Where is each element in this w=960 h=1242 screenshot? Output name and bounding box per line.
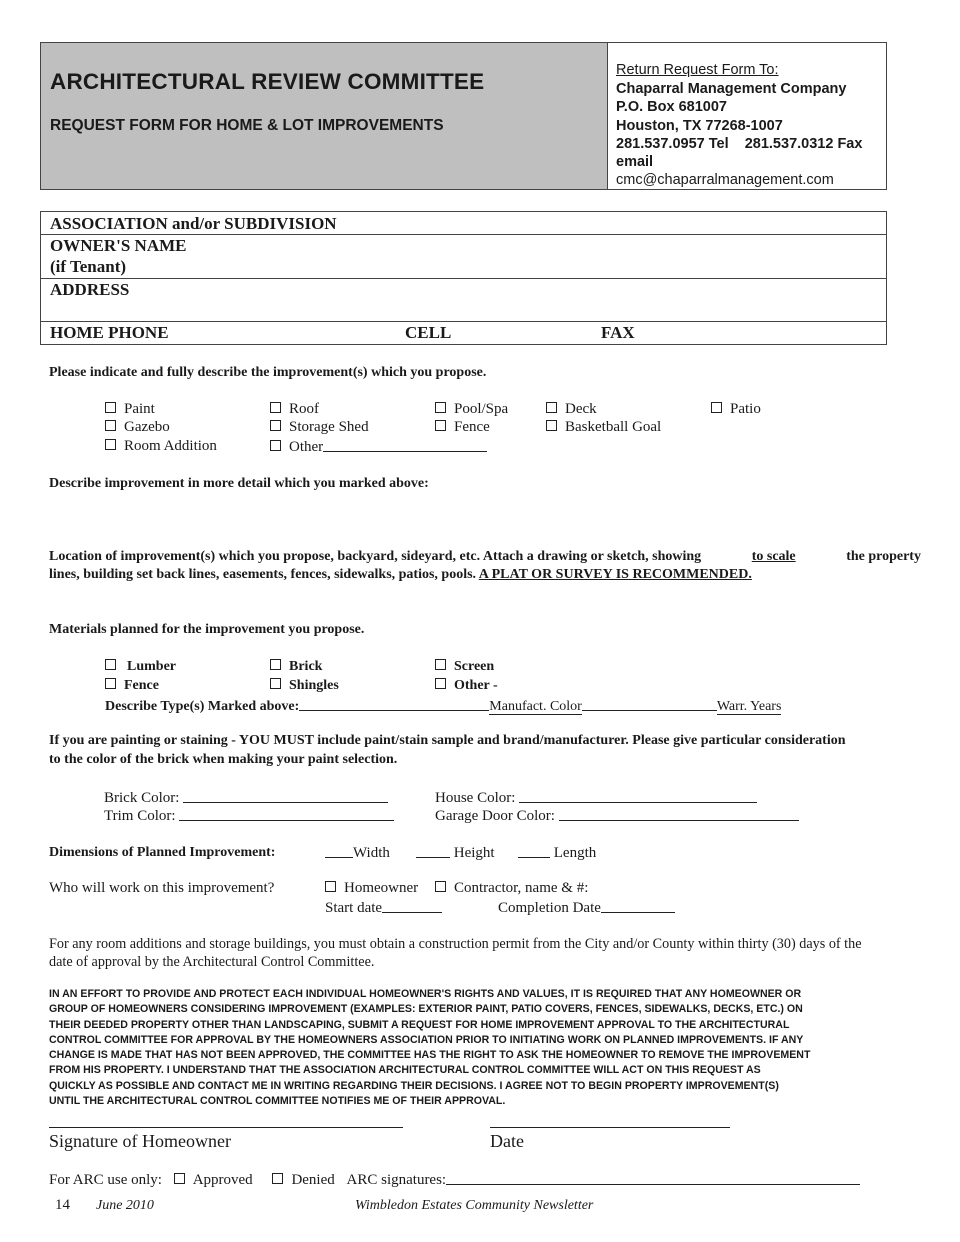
newsletter-name: Wimbledon Estates Community Newsletter: [355, 1198, 594, 1213]
material-brick[interactable]: Brick: [270, 659, 322, 675]
option-homeowner[interactable]: Homeowner: [325, 880, 418, 897]
painting-line-1: If you are painting or staining - YOU MUST include paint/stain sample and brand/manufacturer. Please give particular consideration: [49, 733, 846, 748]
material-fence[interactable]: Fence: [105, 678, 159, 694]
po-box: P.O. Box 681007: [616, 99, 727, 115]
trim-color-line[interactable]: [179, 807, 394, 821]
checkbox[interactable]: [174, 1173, 185, 1184]
checkbox[interactable]: [435, 402, 446, 413]
arc-signatures-label: ARC signatures:: [346, 1172, 447, 1188]
option-deck[interactable]: Deck: [546, 401, 597, 418]
material-lumber[interactable]: Lumber: [105, 659, 176, 675]
email-address[interactable]: cmc@chaparralmanagement.com: [616, 172, 834, 188]
material-shingles[interactable]: Shingles: [270, 678, 339, 694]
option-room-addition[interactable]: Room Addition: [105, 438, 217, 455]
painting-line-2: to the color of the brick when making your paint selection.: [49, 752, 398, 767]
signature-line[interactable]: [49, 1127, 403, 1128]
page-number: 14: [55, 1197, 70, 1213]
trim-color-field[interactable]: Trim Color:: [104, 807, 394, 825]
checkbox[interactable]: [270, 420, 281, 431]
option-fence[interactable]: Fence: [435, 419, 490, 436]
company-name: Chaparral Management Company: [616, 81, 847, 97]
option-roof[interactable]: Roof: [270, 401, 319, 418]
material-other[interactable]: Other -: [435, 678, 498, 694]
option-paint[interactable]: Paint: [105, 401, 155, 418]
color-input-line[interactable]: [582, 697, 717, 711]
checkbox[interactable]: [105, 659, 116, 670]
brick-color-field[interactable]: Brick Color:: [104, 789, 388, 807]
signature-label: Signature of Homeowner: [49, 1131, 231, 1151]
date-label: Date: [490, 1131, 524, 1151]
return-label: Return Request Form To:: [616, 62, 779, 78]
checkbox[interactable]: [435, 678, 446, 689]
describe-types-row: Describe Type(s) Marked above: Manufact. Color Warr. Years: [105, 699, 782, 714]
describe-improvement-label: Describe improvement in more detail which you marked above:: [49, 476, 429, 491]
address-label[interactable]: ADDRESS: [50, 280, 130, 299]
start-date-line[interactable]: [382, 899, 442, 913]
permit-line-2: date of approval by the Architectural Control Committee.: [49, 954, 375, 970]
manufact-color-field[interactable]: Manufact. Color: [489, 699, 582, 714]
house-color-field[interactable]: House Color:: [435, 789, 757, 807]
form-subtitle: REQUEST FORM FOR HOME & LOT IMPROVEMENTS: [50, 117, 444, 134]
material-screen[interactable]: Screen: [435, 659, 494, 675]
type-input-line[interactable]: [299, 697, 489, 711]
phone-fax: 281.537.0957 Tel 281.537.0312 Fax: [616, 136, 863, 152]
location-line-2: lines, building set back lines, easements, fences, sidewalks, patios, pools. A PLAT OR SURVEY IS RECOMMENDED.: [49, 567, 752, 582]
option-other[interactable]: Other: [270, 438, 487, 456]
width-field[interactable]: Width: [325, 844, 390, 862]
notice-line: FROM HIS PROPERTY. I UNDERSTAND THAT THE ASSOCIATION ARCHITECTURAL CONTROL COMMITTEE WILL ACT ON THIS REQUEST AS: [49, 1064, 761, 1077]
materials-prompt: Materials planned for the improvement you propose.: [49, 622, 365, 637]
checkbox[interactable]: [435, 420, 446, 431]
checkbox[interactable]: [270, 659, 281, 670]
checkbox[interactable]: [105, 420, 116, 431]
checkbox[interactable]: [546, 420, 557, 431]
checkbox[interactable]: [105, 678, 116, 689]
garage-color-line[interactable]: [559, 807, 799, 821]
height-field[interactable]: Height: [416, 844, 495, 862]
other-input-line[interactable]: [323, 438, 487, 452]
improvements-prompt: Please indicate and fully describe the improvement(s) which you propose.: [49, 365, 487, 380]
checkbox[interactable]: [325, 881, 336, 892]
option-patio[interactable]: Patio: [711, 401, 761, 418]
notice-line: QUICKLY AS POSSIBLE AND CONTACT ME IN WRITING REGARDING THEIR DECISIONS. I AGREE NOT TO BEGIN PROPERTY IMPROVEMENT(S): [49, 1079, 779, 1092]
checkbox[interactable]: [105, 402, 116, 413]
option-pool-spa[interactable]: Pool/Spa: [435, 401, 508, 418]
form-title: ARCHITECTURAL REVIEW COMMITTEE: [50, 69, 485, 94]
checkbox[interactable]: [435, 881, 446, 892]
tenant-label: (if Tenant): [50, 257, 127, 276]
height-line[interactable]: [416, 844, 450, 858]
house-color-line[interactable]: [519, 789, 757, 803]
length-line[interactable]: [518, 844, 550, 858]
checkbox[interactable]: [270, 402, 281, 413]
warranty-years-field[interactable]: Warr. Years: [716, 699, 782, 714]
owner-name-label[interactable]: OWNER'S NAME: [50, 236, 187, 255]
option-basketball-goal[interactable]: Basketball Goal: [546, 419, 661, 436]
option-contractor[interactable]: Contractor, name & #:: [435, 880, 588, 897]
checkbox[interactable]: [546, 402, 557, 413]
arc-approved-option[interactable]: Approved: [174, 1172, 253, 1188]
location-line-1: Location of improvement(s) which you propose, backyard, sideyard, etc. Attach a drawing or sketch, showing to scale the property: [49, 549, 921, 564]
arc-denied-option[interactable]: Denied: [272, 1172, 334, 1188]
brick-color-line[interactable]: [183, 789, 388, 803]
legal-notice: [49, 987, 921, 1109]
checkbox[interactable]: [105, 439, 116, 450]
arc-use-row: [49, 1171, 860, 1189]
home-phone-label[interactable]: HOME PHONE: [50, 323, 169, 342]
fax-label[interactable]: FAX: [601, 323, 635, 342]
notice-line: IN AN EFFORT TO PROVIDE AND PROTECT EACH INDIVIDUAL HOMEOWNER'S RIGHTS AND VALUES, IT IS REQUIRED THAT ANY HOMEOWNER OR: [49, 988, 802, 1000]
notice-line: CONTROL COMMITTEE FOR APPROVAL BY THE HOMEOWNERS ASSOCIATION PRIOR TO INITIATING WORK ON PLANNED IMPROVEMENTS. IF ANY: [49, 1033, 804, 1046]
arc-label: For ARC use only:: [49, 1172, 162, 1188]
option-gazebo[interactable]: Gazebo: [105, 419, 170, 436]
email-label: email: [616, 154, 654, 170]
header-box: [40, 42, 887, 190]
notice-line: THEIR DEEDED PROPERTY OTHER THAN LANDSCAPING, SUBMIT A REQUEST FOR HOME IMPROVEMENT APPROVAL TO THE ARCHITECTURAL: [49, 1018, 790, 1031]
row-divider: [41, 321, 886, 322]
checkbox[interactable]: [435, 659, 446, 670]
arc-signatures-line[interactable]: [446, 1171, 860, 1185]
owner-info-table: [40, 211, 887, 345]
width-line[interactable]: [325, 844, 353, 858]
date-line[interactable]: [490, 1127, 730, 1128]
checkbox[interactable]: [272, 1173, 283, 1184]
header-title-panel: [41, 43, 608, 189]
completion-date-line[interactable]: [601, 899, 675, 913]
return-address-panel: [608, 43, 886, 189]
association-label[interactable]: ASSOCIATION and/or SUBDIVISION: [50, 214, 337, 233]
row-divider: [41, 278, 886, 279]
start-date-field[interactable]: Start date: [325, 899, 442, 917]
footer-date: June 2010: [96, 1198, 154, 1213]
checkbox[interactable]: [711, 402, 722, 413]
completion-date-field[interactable]: Completion Date: [498, 899, 675, 917]
city-line: Houston, TX 77268-1007: [616, 118, 783, 134]
option-storage-shed[interactable]: Storage Shed: [270, 419, 369, 436]
length-field[interactable]: Length: [518, 844, 596, 862]
dimensions-label: Dimensions of Planned Improvement:: [49, 845, 276, 860]
notice-line: GROUP OF HOMEOWNERS CONSIDERING IMPROVEMENT (EXAMPLES: EXTERIOR PAINT, PATIO COVERS, FENCES, SIDEWALKS, DECKS, ETC.) ON: [49, 1003, 803, 1016]
worker-label: Who will work on this improvement?: [49, 880, 275, 896]
permit-line-1: For any room additions and storage buildings, you must obtain a construction permit from the City and/or County within thirty (30) days of the: [49, 936, 862, 952]
checkbox[interactable]: [270, 440, 281, 451]
notice-line: CHANGE IS MADE THAT HAS NOT BEEN APPROVED, THE COMMITTEE HAS THE RIGHT TO ASK THE HOMEOWNER TO REMOVE THE IMPROVEMENT: [49, 1049, 811, 1062]
cell-label[interactable]: CELL: [405, 323, 452, 342]
row-divider: [41, 234, 886, 235]
notice-line: UNTIL THE ARCHITECTURAL CONTROL COMMITTEE NOTIFIES ME OF THEIR APPROVAL.: [49, 1095, 506, 1108]
checkbox[interactable]: [270, 678, 281, 689]
garage-door-color-field[interactable]: Garage Door Color:: [435, 807, 799, 825]
